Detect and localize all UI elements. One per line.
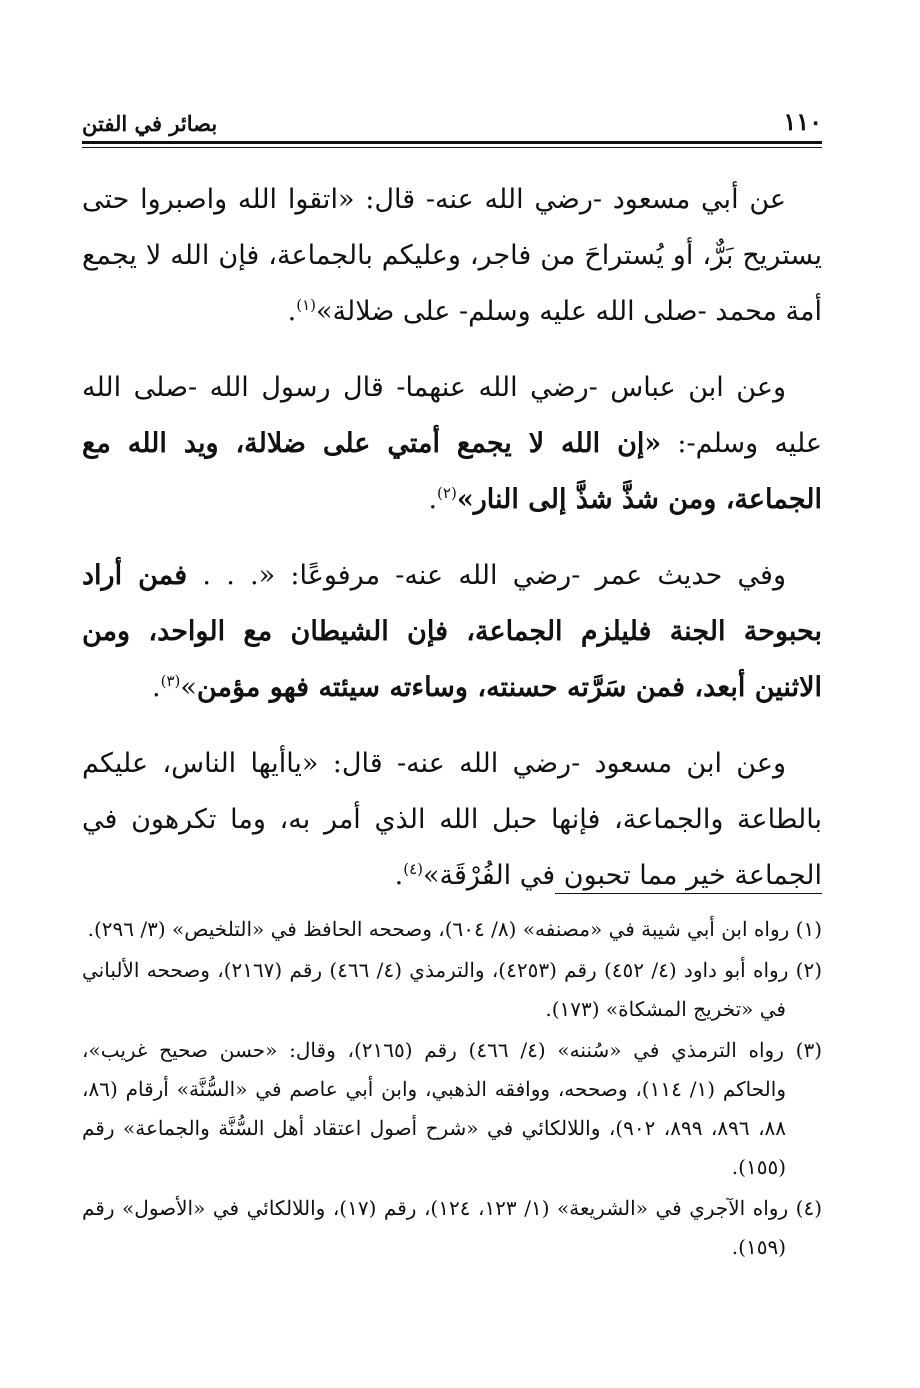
footnote-separator [555,893,822,894]
paragraph-intro: وعن ابن مسعود -رضي الله عنه- قال: [318,748,786,779]
main-text [82,172,822,924]
footnote-marker: (٤) [403,860,423,878]
paragraph-end: . [287,296,297,327]
page-header [82,108,822,140]
header-rule-thick [82,141,822,144]
page-number: ١١٠ [783,107,822,136]
paragraph-quote: «ياأيها الناس، عليكم بالطاعة والجماعة، فإنها حبل الله الذي أمر به، وما تكرهون في الجماعة خير مما تحبون في الفُرْقَة» [82,748,822,891]
paragraph-quote: «اتقوا الله واصبروا حتى يستريح بَرٌّ، أو يُستراحَ من فاجر، وعليكم بالجماعة، فإن الله لا يجمع أمة محمد -صلى الله عليه وسلم- على ضلالة» [82,184,822,327]
paragraph-1 [82,172,822,340]
footnote-3: (٣) رواه الترمذي في «سُننه» (٤/ ٤٦٦) رقم (٢١٦٥)، وقال: «حسن صحيح غريب»، والحاكم (١/ ١١٤)، وصححه، ووافقه الذهبي، وابن أبي عاصم في «السُّنَّة» أرقام (٨٦، ٨٨، ٨٩٦، ٨٩٩، ٩٠٢)، واللالكائي في «شرح أصول اعتقاد أهل السُّنَّة والجماعة» رقم (١٥٥). [82,1038,822,1179]
footnote-marker: (٢) [437,484,457,502]
paragraph-bold: فمن أراد بحبوحة الجنة فليلزم الجماعة، فإن الشيطان مع الواحد، ومن الاثنين أبعد، فمن سَرَّته حسنته، وساءته سيئته فهو مؤمن [82,560,822,703]
paragraph-4 [82,736,822,904]
footnote-2: (٢) رواه أبو داود (٤/ ٤٥٢) رقم (٤٢٥٣)، والترمذي (٤/ ٤٦٦) رقم (٢١٦٧)، وصححه الألباني في «تخريج المشكاة» (١٧٣). [82,958,823,1021]
header-rule-thin [82,147,822,148]
footnote-1: (١) رواه ابن أبي شيبة في «مصنفه» (٨/ ٦٠٤)، وصححه الحافظ في «التلخيص» (٣/ ٢٩٦). [87,917,822,941]
paragraph-3 [82,548,822,716]
footnotes [82,910,822,1269]
paragraph-end: . [394,860,404,891]
paragraph-end: . [152,672,161,703]
footnote-marker: (٣) [160,672,181,690]
paragraph-intro: عن أبي مسعود -رضي الله عنه- قال: [354,184,786,215]
paragraph-bold: «إن الله لا يجمع أمتي على ضلالة، ويد الله مع الجماعة، ومن شذَّ شذَّ إلى النار» [82,428,822,515]
paragraph-intro: وفي حديث عمر -رضي الله عنه- مرفوعًا: «. . . [187,560,786,591]
paragraph-2 [82,360,822,528]
footnote-marker: (١) [296,296,316,314]
paragraph-intro: وعن ابن عباس -رضي الله عنهما- قال رسول الله -صلى الله عليه وسلم-: [82,372,822,459]
paragraph-end: . [428,484,438,515]
running-title: بصائر في الفتن [82,111,218,136]
paragraph-quote: » [180,672,197,703]
footnote-4: (٤) رواه الآجري في «الشريعة» (١/ ١٢٣، ١٢٤)، رقم (١٧)، واللالكائي في «الأصول» رقم (١٥٩). [82,1196,822,1259]
